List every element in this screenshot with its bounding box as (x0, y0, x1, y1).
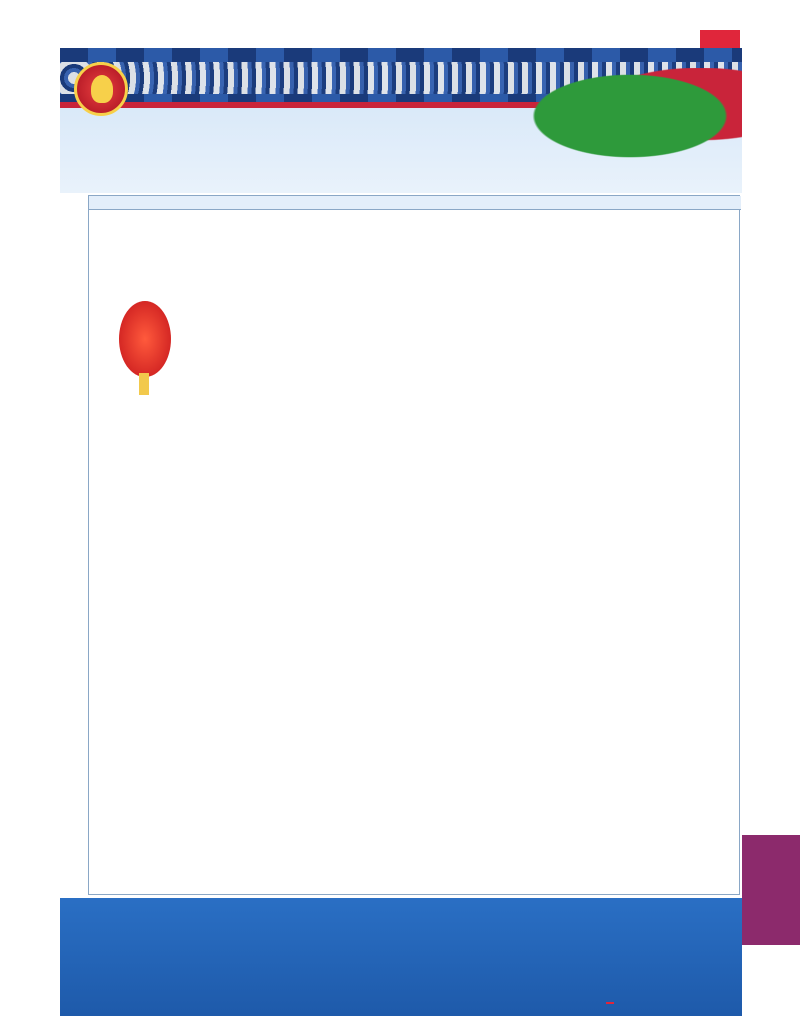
ad-frame (60, 48, 742, 1003)
sales-contacts (60, 898, 742, 1016)
logo-icon (74, 62, 128, 116)
schedule-table (88, 195, 740, 895)
edition-badge (606, 1002, 614, 1004)
page-top-bar (0, 0, 800, 40)
leaf-decoration (462, 68, 742, 188)
banner (60, 48, 742, 193)
table-header (89, 196, 741, 210)
lantern-icon (119, 301, 171, 377)
section-tab (742, 835, 800, 945)
ad-badge (700, 30, 740, 48)
page-footer (410, 1000, 800, 1022)
